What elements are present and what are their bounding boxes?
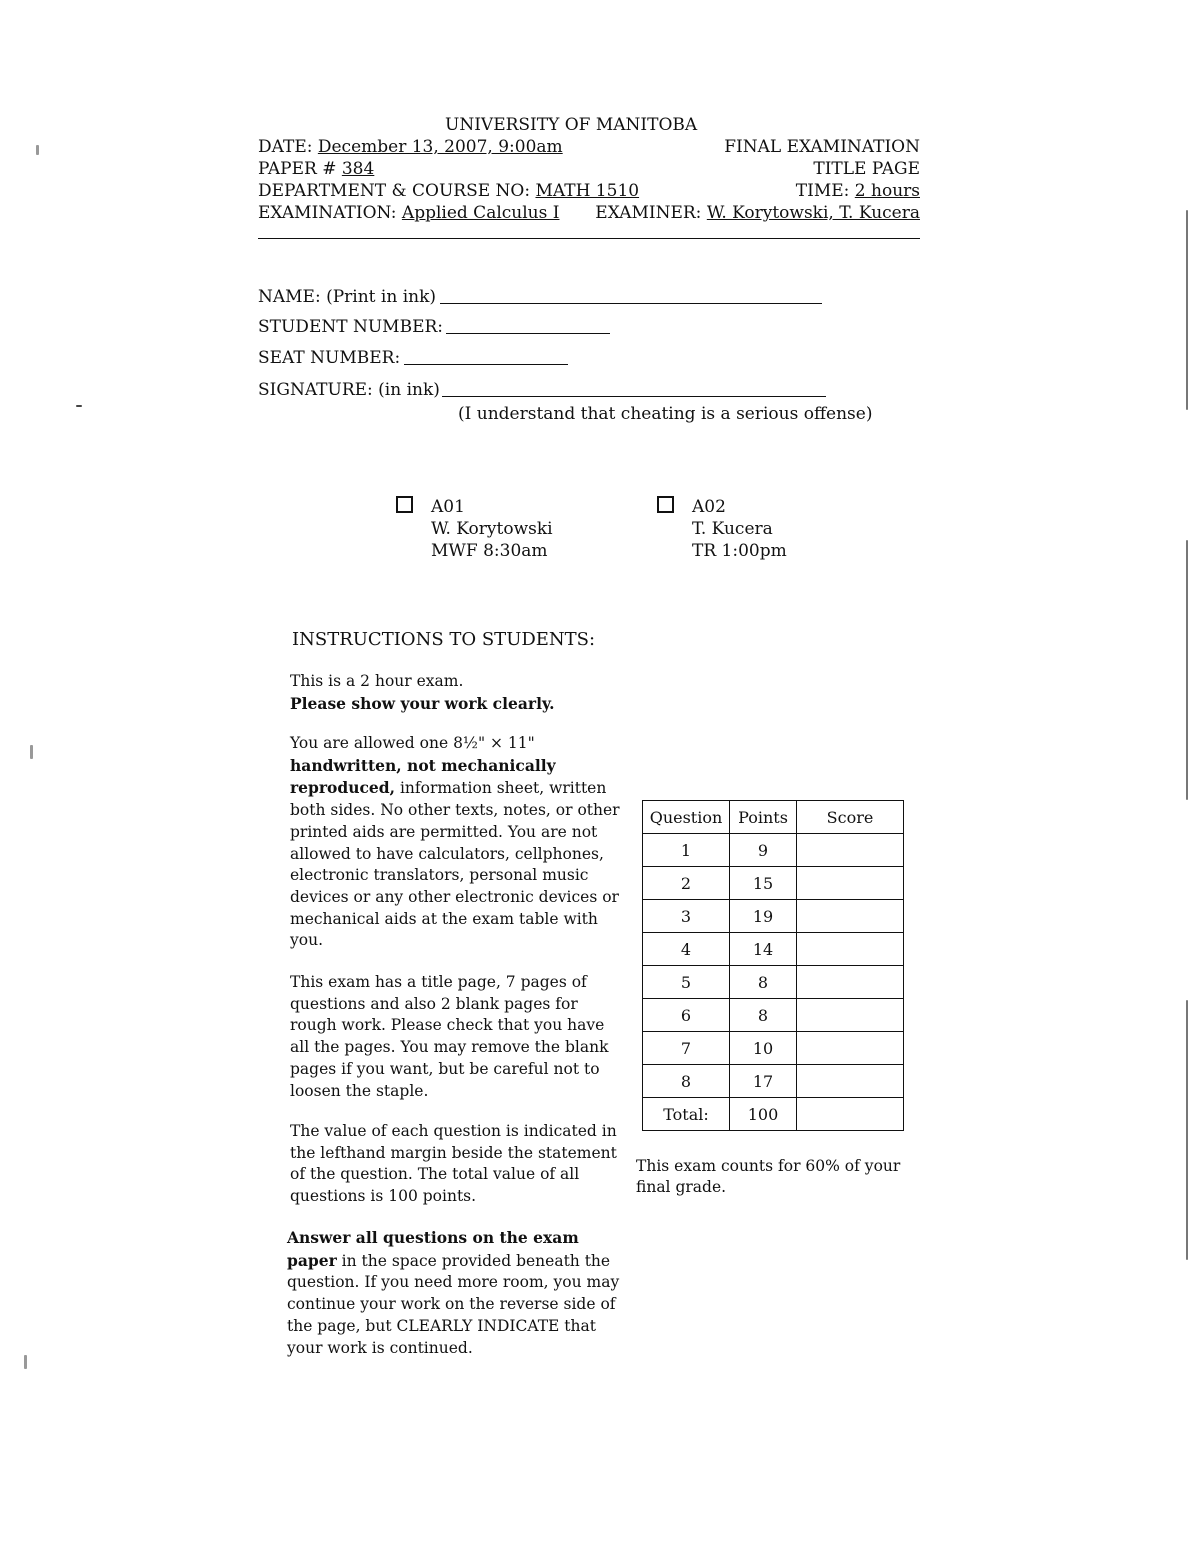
scan-artifact	[76, 405, 82, 407]
question-points: 17	[730, 1065, 797, 1098]
score-table	[642, 800, 904, 1131]
question-number: 4	[643, 933, 730, 966]
name-field[interactable]	[440, 303, 822, 304]
seat-number-field[interactable]	[404, 364, 568, 365]
table-row	[643, 933, 904, 966]
time-label: TIME:	[795, 181, 855, 201]
instructions-para-3: This exam has a title page, 7 pages of questions and also 2 blank pages for rough work. Please check that you have all the pages. You may remove the blank pages if you want, but be careful not to loosen the staple.	[290, 973, 609, 1100]
instructions-para-5	[287, 1227, 622, 1359]
header-row-date	[258, 136, 920, 158]
scan-artifact	[30, 745, 33, 759]
table-row	[643, 867, 904, 900]
header-points: Points	[730, 801, 797, 834]
section-a02-instructor: T. Kucera	[692, 519, 773, 539]
info-sheet-size: You are allowed one 8½" × 11"	[290, 734, 535, 752]
signature-field[interactable]	[442, 396, 826, 397]
signature-note: (I understand that cheating is a serious offense)	[458, 404, 873, 424]
table-row	[643, 900, 904, 933]
question-points: 8	[730, 999, 797, 1032]
instructions-para-2	[290, 733, 625, 952]
score-table-header	[643, 801, 904, 834]
instructions-line-exam-length: This is a 2 hour exam.	[290, 672, 464, 690]
student-number-label: STUDENT NUMBER:	[258, 317, 444, 337]
total-label: Total:	[643, 1098, 730, 1131]
score-cell[interactable]	[797, 867, 904, 900]
scan-artifact	[1186, 1000, 1188, 1260]
section-a02-time: TR 1:00pm	[692, 541, 787, 561]
instructions-para-4: The value of each question is indicated in the lefthand margin beside the statement of the question. The total value of all questions is 100 points.	[290, 1122, 617, 1206]
question-number: 2	[643, 867, 730, 900]
section-a01-code: A01	[431, 497, 465, 517]
instructions-line-show-work: Please show your work clearly.	[290, 693, 555, 713]
name-label: NAME: (Print in ink)	[258, 287, 437, 307]
question-number: 7	[643, 1032, 730, 1065]
seat-number-label: SEAT NUMBER:	[258, 348, 401, 368]
question-points: 9	[730, 834, 797, 867]
answer-instruction-rest: in the space provided beneath the question. If you need more room, you may continue your work on the reverse side of the page, but CLEARLY INDICATE that your work is continued.	[287, 1251, 620, 1357]
section-a01-checkbox[interactable]	[396, 496, 413, 513]
paper-label: PAPER #	[258, 159, 342, 179]
question-points: 15	[730, 867, 797, 900]
grade-weight-note: This exam counts for 60% of your final grade.	[636, 1157, 901, 1196]
examiner-value: W. Korytowski, T. Kucera	[706, 203, 920, 223]
examiner-label: EXAMINER:	[595, 203, 707, 223]
instructions-title: INSTRUCTIONS TO STUDENTS:	[292, 629, 596, 650]
header-rule	[258, 238, 920, 239]
question-number: 3	[643, 900, 730, 933]
table-row	[643, 966, 904, 999]
question-points: 19	[730, 900, 797, 933]
date-label: DATE:	[258, 137, 318, 157]
instructions-para-1	[290, 671, 625, 714]
question-points: 14	[730, 933, 797, 966]
university-title: UNIVERSITY OF MANITOBA	[445, 115, 698, 135]
header-score: Score	[797, 801, 904, 834]
header-row-paper	[258, 158, 920, 180]
info-sheet-handwritten: handwritten, not mechanically reproduced,	[290, 755, 556, 798]
question-points: 8	[730, 966, 797, 999]
table-row	[643, 834, 904, 867]
score-cell[interactable]	[797, 834, 904, 867]
total-points: 100	[730, 1098, 797, 1131]
table-row	[643, 1032, 904, 1065]
exam-label: EXAMINATION:	[258, 203, 402, 223]
section-a02-checkbox[interactable]	[657, 496, 674, 513]
exam-value: Applied Calculus I	[401, 203, 560, 223]
section-a02-code: A02	[692, 497, 726, 517]
paper-value: 384	[341, 159, 375, 179]
date-value: December 13, 2007, 9:00am	[317, 137, 563, 157]
score-cell[interactable]	[797, 1032, 904, 1065]
answer-instruction: Answer all questions on the exam paper	[287, 1228, 579, 1270]
exam-type: FINAL EXAMINATION	[724, 137, 920, 157]
scan-artifact	[24, 1355, 27, 1369]
score-cell[interactable]	[797, 900, 904, 933]
info-sheet-rules: information sheet, written both sides. No other texts, notes, or other printed aids are permitted. You are not allowed to have calculators, cellphones, electronic translators, personal music devices or any other electronic devices or mechanical aids at the exam table with you.	[290, 779, 620, 950]
score-cell[interactable]	[797, 966, 904, 999]
score-cell[interactable]	[797, 933, 904, 966]
time-value: 2 hours	[854, 181, 920, 201]
scan-artifact	[1186, 540, 1188, 800]
question-number: 5	[643, 966, 730, 999]
question-number: 8	[643, 1065, 730, 1098]
dept-label: DEPARTMENT & COURSE NO:	[258, 181, 536, 201]
question-number: 6	[643, 999, 730, 1032]
dept-value: MATH 1510	[535, 181, 640, 201]
header-question: Question	[643, 801, 730, 834]
table-row	[643, 1065, 904, 1098]
total-score-cell[interactable]	[797, 1098, 904, 1131]
question-points: 10	[730, 1032, 797, 1065]
scan-artifact	[1186, 210, 1188, 410]
section-a01-time: MWF 8:30am	[431, 541, 548, 561]
table-row	[643, 999, 904, 1032]
total-row	[643, 1098, 904, 1131]
header-row-exam	[258, 202, 920, 224]
section-a01-instructor: W. Korytowski	[431, 519, 553, 539]
question-number: 1	[643, 834, 730, 867]
scan-artifact	[36, 145, 39, 155]
page-label: TITLE PAGE	[813, 159, 920, 179]
score-cell[interactable]	[797, 1065, 904, 1098]
score-cell[interactable]	[797, 999, 904, 1032]
student-number-field[interactable]	[446, 333, 610, 334]
signature-label: SIGNATURE: (in ink)	[258, 380, 440, 400]
header-row-dept	[258, 180, 920, 202]
